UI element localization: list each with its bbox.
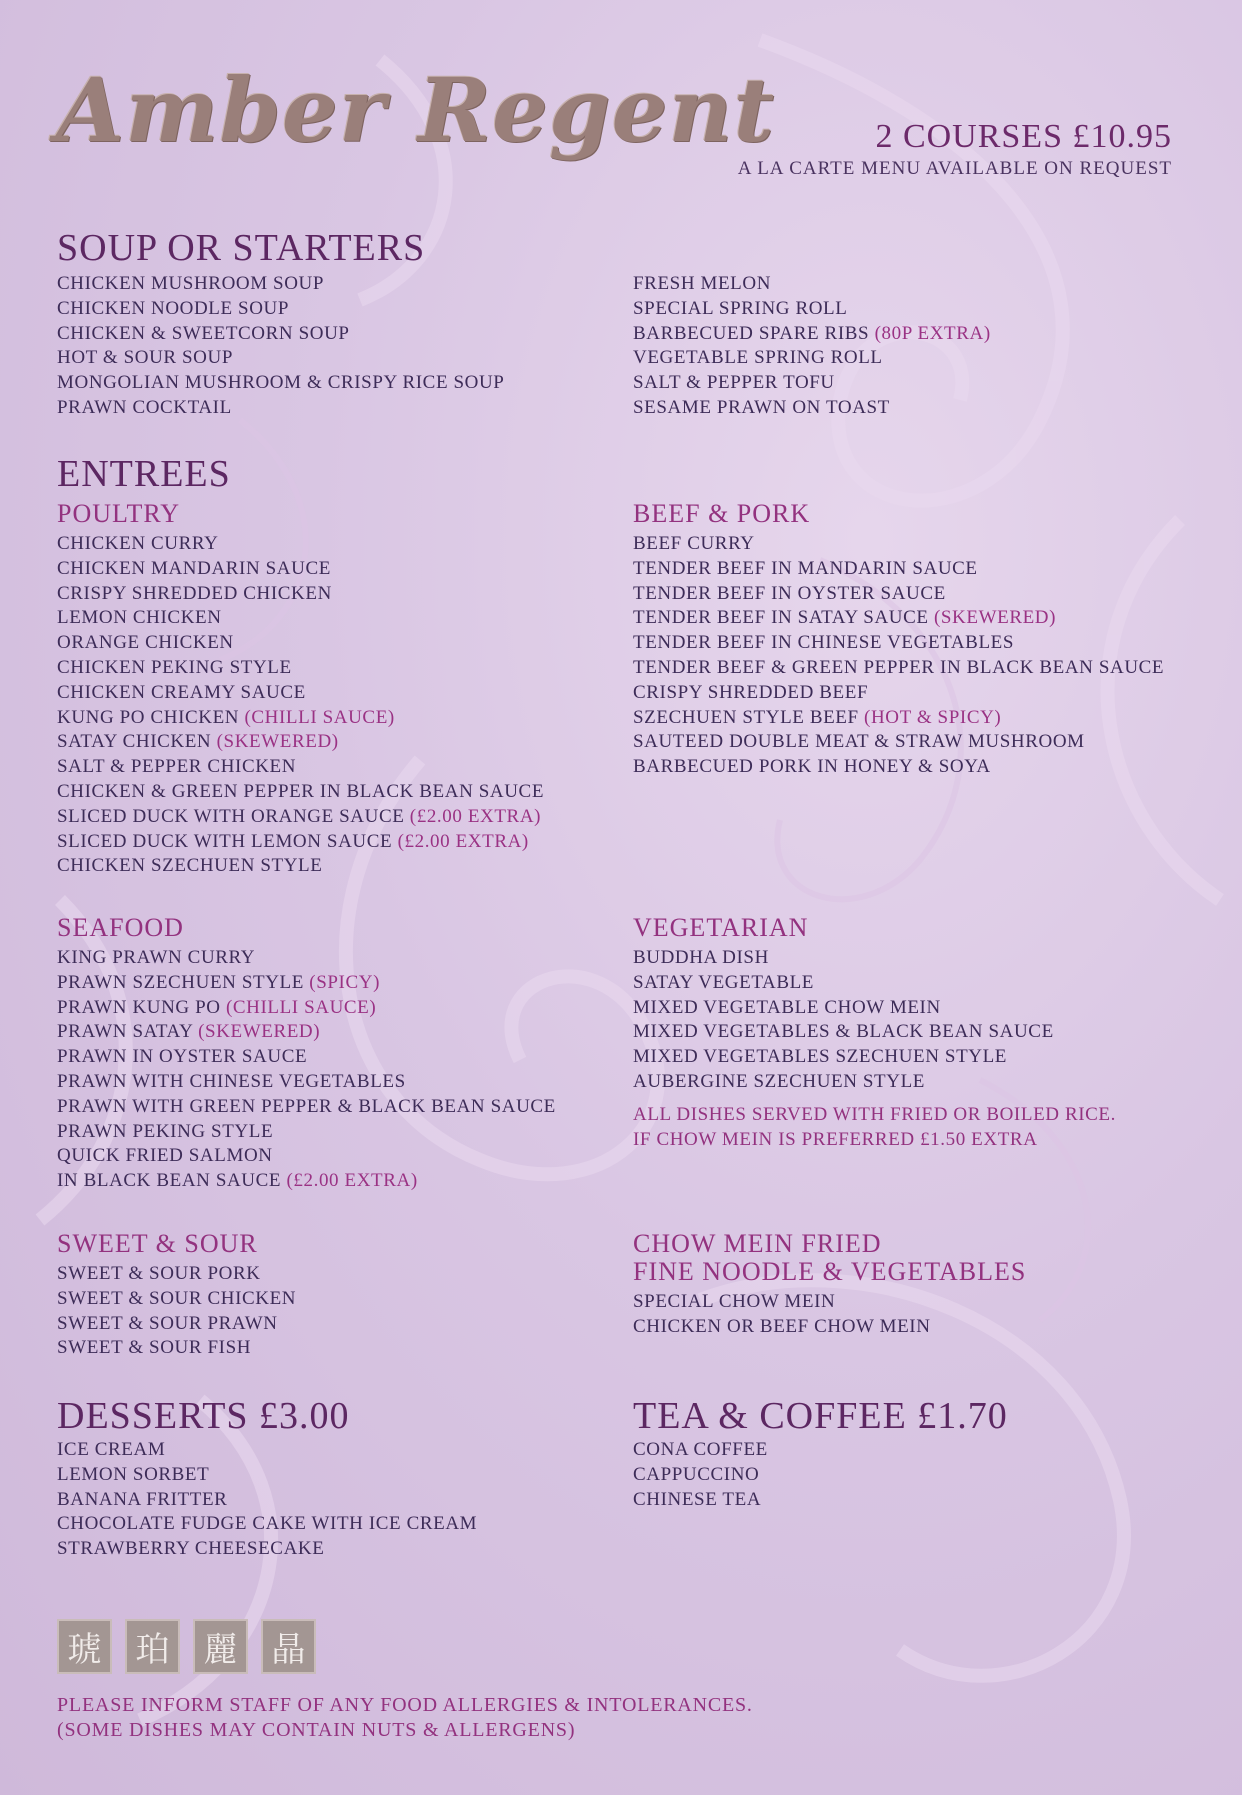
subsection-title: BEEF & PORK: [633, 499, 811, 528]
section-title: SOUP OR STARTERS: [57, 227, 426, 269]
menu-item: [57, 1312, 296, 1337]
menu-item-name: LEMON CHICKEN: [57, 607, 222, 629]
menu-item-name: SWEET & SOUR CHICKEN: [57, 1287, 297, 1309]
menu-item: [633, 706, 1164, 731]
menu-item-name: HOT & SOUR SOUP: [57, 347, 233, 369]
menu-item: [633, 971, 1116, 996]
menu-item: [633, 396, 991, 421]
menu-item-name: SATAY VEGETABLE: [633, 971, 815, 993]
menu-item: [57, 1262, 296, 1287]
menu-item-name: CAPPUCCINO: [633, 1463, 760, 1485]
allergy-line: (SOME DISHES MAY CONTAIN NUTS & ALLERGENS): [57, 1719, 576, 1741]
allergy-line: PLEASE INFORM STAFF OF ANY FOOD ALLERGIES & INTOLERANCES.: [57, 1694, 753, 1716]
menu-item-name: PRAWN SATAY: [57, 1021, 193, 1043]
menu-item-name: LEMON SORBET: [57, 1463, 210, 1485]
chinese-character-tile: 麗: [193, 1619, 248, 1674]
menu-item-name: PRAWN IN OYSTER SAUCE: [57, 1046, 308, 1068]
menu-item-extra: (CHILLI SAUCE): [244, 706, 395, 728]
menu-item: [633, 631, 1164, 656]
menu-item-name: CHICKEN NOODLE SOUP: [57, 297, 290, 319]
menu-item-name: CHICKEN & GREEN PEPPER IN BLACK BEAN SAUCE: [57, 780, 545, 802]
subsection-title: VEGETARIAN: [633, 913, 809, 942]
menu-item: [57, 1537, 477, 1562]
menu-item-name: MIXED VEGETABLES & BLACK BEAN SAUCE: [633, 1021, 1054, 1043]
menu-item: [57, 371, 504, 396]
menu-item-name: SATAY CHICKEN: [57, 731, 212, 753]
menu-item-name: MIXED VEGETABLES SZECHUEN STYLE: [633, 1046, 1008, 1068]
menu-item-name: PRAWN SZECHUEN STYLE: [57, 971, 304, 993]
menu-item: [57, 631, 544, 656]
chinese-character-tile: 珀: [125, 1619, 180, 1674]
section-title: DESSERTS £3.00: [57, 1395, 350, 1437]
menu-item: [57, 1336, 296, 1361]
menu-item: [57, 606, 544, 631]
menu-item-name: QUICK FRIED SALMON: [57, 1145, 273, 1167]
menu-item-name: CHICKEN CURRY: [57, 533, 219, 554]
subsection-poultry: [57, 500, 544, 879]
menu-item: [57, 656, 544, 681]
menu-item: [633, 755, 1164, 780]
menu-item-extra: (£2.00 EXTRA): [397, 830, 529, 852]
menu-item: [57, 1169, 556, 1194]
menu-item: [57, 322, 504, 347]
menu-item-name: SALT & PEPPER TOFU: [633, 372, 835, 394]
menu-item: [57, 1463, 477, 1488]
menu-item: [633, 322, 991, 347]
menu-item-name: SWEET & SOUR PRAWN: [57, 1312, 278, 1334]
menu-item: [633, 1290, 1026, 1315]
menu-item-name: ORANGE CHICKEN: [57, 632, 234, 654]
menu-item: [57, 1512, 477, 1537]
menu-item: [57, 780, 544, 805]
menu-item-extra: (£2.00 EXTRA): [286, 1170, 418, 1192]
menu-item: [633, 557, 1164, 582]
menu-item: [633, 606, 1164, 631]
subsection-title: SEAFOOD: [57, 913, 184, 942]
menu-item: [57, 681, 544, 706]
menu-item-name: SAUTEED DOUBLE MEAT & STRAW MUSHROOM: [633, 731, 1085, 753]
brand-logo: Amber Regent: [56, 58, 776, 162]
menu-item: [57, 297, 504, 322]
menu-item: [57, 1020, 556, 1045]
menu-item-extra: (HOT & SPICY): [864, 706, 1002, 728]
menu-item-name: TENDER BEEF IN OYSTER SAUCE: [633, 582, 946, 604]
subsection-subtitle: FINE NOODLE & VEGETABLES: [633, 1257, 1027, 1286]
menu-item-name: CONA COFFEE: [633, 1439, 768, 1460]
menu-item: [633, 1463, 1008, 1488]
subsection-title: SWEET & SOUR: [57, 1229, 258, 1258]
menu-item: [633, 656, 1164, 681]
menu-item-extra: (SPICY): [309, 971, 380, 993]
menu-item: [633, 1488, 1008, 1513]
menu-item: [57, 946, 556, 971]
menu-item: [633, 346, 991, 371]
section-title: TEA & COFFEE £1.70: [633, 1395, 1008, 1437]
menu-item: [57, 1438, 477, 1463]
chinese-character-tile: 琥: [57, 1619, 112, 1674]
menu-item: [57, 706, 544, 731]
menu-item-name: SWEET & SOUR FISH: [57, 1337, 252, 1359]
menu-item: [57, 396, 504, 421]
menu-item-name: TENDER BEEF & GREEN PEPPER IN BLACK BEAN SAUCE: [633, 656, 1165, 678]
chinese-character-tile: 晶: [261, 1619, 316, 1674]
menu-item: [57, 346, 504, 371]
menu-item: [57, 854, 544, 879]
subsection-seafood: [57, 914, 556, 1194]
a-la-carte-note: A LA CARTE MENU AVAILABLE ON REQUEST: [737, 158, 1172, 179]
menu-item-name: PRAWN COCKTAIL: [57, 396, 232, 418]
menu-item-name: MIXED VEGETABLE CHOW MEIN: [633, 996, 941, 1018]
menu-item: [57, 805, 544, 830]
menu-item-name: MONGOLIAN MUSHROOM & CRISPY RICE SOUP: [57, 372, 505, 394]
menu-item-name: PRAWN PEKING STYLE: [57, 1120, 274, 1142]
menu-item-name: PRAWN WITH CHINESE VEGETABLES: [57, 1070, 406, 1092]
subsection-title: CHOW MEIN FRIED: [633, 1229, 882, 1258]
section-title: ENTREES: [57, 453, 231, 495]
menu-item-name: SLICED DUCK WITH LEMON SAUCE: [57, 830, 393, 852]
menu-item-name: CHICKEN SZECHUEN STYLE: [57, 855, 323, 877]
starters-list-right: [633, 272, 991, 421]
menu-item-extra: (80P EXTRA): [874, 322, 991, 344]
menu-item: [633, 946, 1116, 971]
menu-item-name: BEEF CURRY: [633, 533, 755, 554]
menu-item: [57, 557, 544, 582]
menu-item-name: CHICKEN MANDARIN SAUCE: [57, 557, 331, 579]
menu-item-name: BUDDHA DISH: [633, 947, 769, 968]
menu-item-name: SLICED DUCK WITH ORANGE SAUCE: [57, 805, 405, 827]
menu-item: [633, 371, 991, 396]
menu-item: [633, 1438, 1008, 1463]
menu-item: [633, 272, 991, 297]
subsection-title: POULTRY: [57, 499, 181, 528]
menu-item-name: SZECHUEN STYLE BEEF: [633, 706, 859, 728]
soup-list-left: [57, 272, 504, 421]
menu-item-name: SPECIAL SPRING ROLL: [633, 297, 848, 319]
chinese-name-tiles: [57, 1619, 316, 1674]
menu-item-name: SESAME PRAWN ON TOAST: [633, 396, 890, 418]
rice-note: ALL DISHES SERVED WITH FRIED OR BOILED RICE.: [633, 1103, 1116, 1125]
menu-item-name: KUNG PO CHICKEN: [57, 706, 240, 728]
menu-item: [633, 1070, 1116, 1095]
menu-item-name: TENDER BEEF IN SATAY SAUCE: [633, 607, 929, 629]
menu-item: [57, 272, 504, 297]
set-price: 2 COURSES £10.95: [875, 118, 1172, 155]
subsection-chow-mein: [633, 1230, 1026, 1340]
menu-item-name: TENDER BEEF IN CHINESE VEGETABLES: [633, 632, 1015, 654]
menu-item: [633, 996, 1116, 1021]
menu-item-name: CRISPY SHREDDED CHICKEN: [57, 582, 332, 604]
set-price-header: [738, 118, 1172, 180]
menu-item-name: SWEET & SOUR PORK: [57, 1263, 261, 1284]
subsection-vegetarian: [633, 914, 1116, 1152]
menu-item: [57, 582, 544, 607]
menu-item-name: SALT & PEPPER CHICKEN: [57, 756, 297, 778]
menu-item-name: CHOCOLATE FUDGE CAKE WITH ICE CREAM: [57, 1513, 478, 1535]
menu-item-name: PRAWN KUNG PO: [57, 996, 221, 1018]
menu-item: [633, 297, 991, 322]
menu-item-name: CHICKEN OR BEEF CHOW MEIN: [633, 1315, 931, 1337]
menu-item: [633, 532, 1164, 557]
menu-item-name: CHINESE TEA: [633, 1488, 762, 1510]
section-desserts: [57, 1394, 477, 1562]
menu-item: [57, 971, 556, 996]
menu-item-name: TENDER BEEF IN MANDARIN SAUCE: [633, 557, 978, 579]
menu-item: [57, 996, 556, 1021]
menu-item-name: ICE CREAM: [57, 1439, 166, 1460]
menu-item-name: BARBECUED PORK IN HONEY & SOYA: [633, 756, 991, 778]
menu-item-name: PRAWN WITH GREEN PEPPER & BLACK BEAN SAUCE: [57, 1095, 556, 1117]
menu-item-name: CHICKEN & SWEETCORN SOUP: [57, 322, 350, 344]
menu-item-name: KING PRAWN CURRY: [57, 947, 256, 968]
menu-item: [633, 582, 1164, 607]
allergy-notice: [57, 1693, 753, 1743]
menu-item: [57, 730, 544, 755]
menu-item: [57, 1045, 556, 1070]
menu-item-name: FRESH MELON: [633, 273, 772, 294]
menu-item-extra: (£2.00 EXTRA): [409, 805, 542, 827]
menu-item-name: VEGETABLE SPRING ROLL: [633, 347, 883, 369]
menu-item-name: AUBERGINE SZECHUEN STYLE: [633, 1070, 925, 1092]
menu-item-extra: (SKEWERED): [933, 607, 1057, 629]
menu-item: [633, 1315, 1026, 1340]
menu-item: [57, 1488, 477, 1513]
menu-item: [57, 1120, 556, 1145]
subsection-beef-pork: [633, 500, 1164, 780]
menu-item: [633, 681, 1164, 706]
menu-item: [633, 730, 1164, 755]
menu-item-name: CHICKEN MUSHROOM SOUP: [57, 273, 325, 294]
menu-item: [633, 1020, 1116, 1045]
menu-item: [57, 830, 544, 855]
menu-item-extra: (CHILLI SAUCE): [225, 996, 377, 1018]
menu-item-name: SPECIAL CHOW MEIN: [633, 1291, 836, 1312]
menu-item-name: CRISPY SHREDDED BEEF: [633, 681, 869, 703]
menu-item-name: BARBECUED SPARE RIBS: [633, 322, 870, 344]
menu-item: [633, 1045, 1116, 1070]
menu-item-extra: (SKEWERED): [198, 1021, 321, 1043]
section-tea-coffee: [633, 1394, 1008, 1512]
menu-item-name: CHICKEN CREAMY SAUCE: [57, 681, 306, 703]
menu-item: [57, 1070, 556, 1095]
menu-item: [57, 1095, 556, 1120]
menu-item-name: STRAWBERRY CHEESECAKE: [57, 1538, 325, 1560]
menu-item-name: IN BLACK BEAN SAUCE: [57, 1170, 282, 1192]
menu-item-name: CHICKEN PEKING STYLE: [57, 656, 292, 678]
menu-item: [57, 755, 544, 780]
chow-mein-note: IF CHOW MEIN IS PREFERRED £1.50 EXTRA: [633, 1128, 1038, 1150]
menu-item: [57, 532, 544, 557]
menu-item: [57, 1144, 556, 1169]
menu-item: [57, 1287, 296, 1312]
section-soup-starters: [57, 226, 425, 270]
subsection-sweet-sour: [57, 1230, 296, 1361]
menu-item-name: BANANA FRITTER: [57, 1488, 228, 1510]
section-entrees: [57, 452, 231, 496]
menu-item-extra: (SKEWERED): [216, 731, 339, 753]
